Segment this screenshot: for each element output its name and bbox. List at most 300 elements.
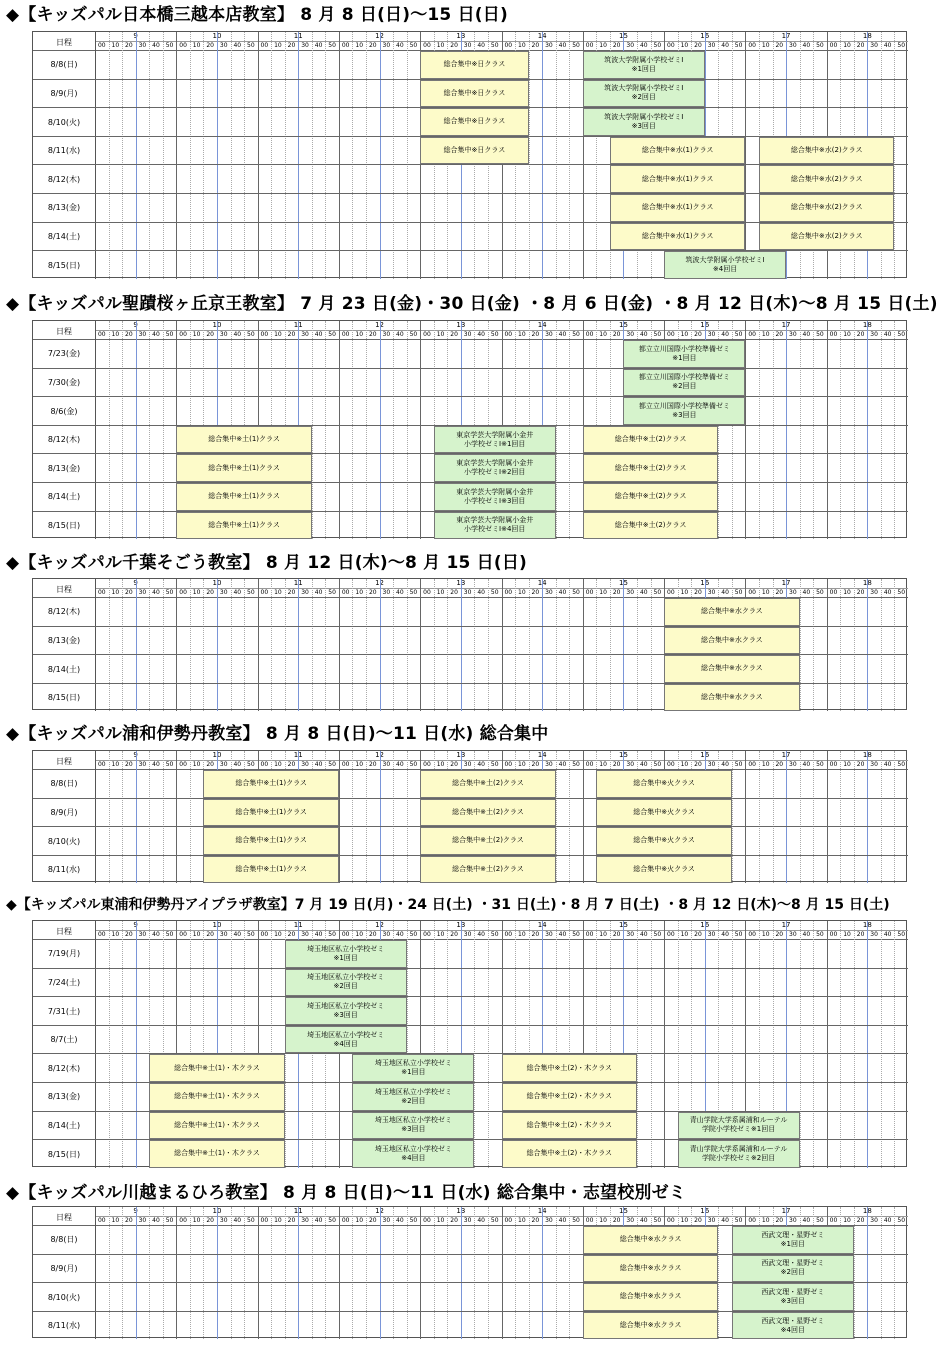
ten-minute-gridline (149, 32, 150, 279)
ten-minute-gridline (894, 1207, 895, 1339)
minute-label: 10 (436, 1217, 445, 1224)
class-block: 総合集中※土(1)クラス (203, 799, 339, 827)
hour-gridline (176, 32, 177, 279)
hour-label: 13 (456, 579, 466, 587)
minute-label: 20 (531, 331, 540, 338)
minute-label: 00 (260, 42, 269, 49)
minute-label: 40 (558, 589, 567, 596)
minute-label: 40 (558, 42, 567, 49)
minute-label: 20 (450, 42, 458, 49)
class-block: 総合集中※土(1)・木クラス (149, 1140, 285, 1168)
ten-minute-gridline (231, 579, 232, 711)
class-block: 総合集中※土(1)クラス (203, 827, 339, 855)
minute-label: 20 (206, 761, 214, 768)
hour-label: 9 (133, 579, 138, 587)
seminar-block: 埼玉地区私立小学校ゼミ ※4回目 (285, 1026, 407, 1054)
ten-minute-gridline (529, 1207, 530, 1339)
label-separator (95, 921, 96, 1168)
hour-label: 18 (862, 321, 872, 329)
ten-minute-gridline (163, 579, 164, 711)
minute-label: 20 (856, 761, 865, 768)
half-hour-gridline (136, 32, 137, 279)
minute-label: 20 (775, 42, 784, 49)
half-hour-gridline (542, 579, 543, 711)
hour-label: 14 (537, 321, 547, 329)
minute-label: 50 (490, 331, 499, 338)
half-hour-gridline (786, 751, 787, 883)
minute-label: 00 (748, 589, 756, 596)
class-block: 総合集中※土(2)クラス (420, 770, 556, 798)
date-row-label: 7/31(土) (47, 1006, 81, 1016)
section-title: ◆【キッズパル川越まるひろ教室】 8 月 8 日(日)～11 日(水) 総合集中・志望校別ゼミ (6, 1183, 687, 1203)
ten-minute-gridline (393, 32, 394, 279)
minute-label: 40 (396, 589, 404, 596)
minute-label: 40 (802, 331, 811, 338)
ten-minute-gridline (813, 921, 814, 1168)
minute-label: 00 (829, 1217, 838, 1224)
minute-label: 20 (206, 1217, 214, 1224)
minute-label: 20 (368, 42, 377, 49)
minute-label: 30 (463, 589, 472, 596)
minute-label: 00 (504, 931, 513, 938)
class-block: 総合集中※土(1)・木クラス (149, 1083, 285, 1111)
minute-label: 30 (545, 1217, 553, 1224)
minute-label: 20 (450, 331, 458, 338)
minute-label: 20 (694, 331, 702, 338)
minute-label: 00 (667, 931, 675, 938)
minute-label: 10 (680, 931, 689, 938)
ten-minute-gridline (122, 1207, 123, 1339)
minute-label: 10 (274, 931, 282, 938)
class-block: 総合集中※日クラス (420, 108, 528, 136)
class-block: 総合集中※土(2)・木クラス (502, 1140, 638, 1168)
class-block: 総合集中※土(1)クラス (176, 426, 312, 454)
minute-label: 20 (856, 331, 865, 338)
class-block: 総合集中※土(1)クラス (203, 770, 339, 798)
ten-minute-gridline (840, 321, 841, 539)
ten-minute-gridline (190, 751, 191, 883)
minute-label: 10 (518, 761, 526, 768)
ten-minute-gridline (393, 321, 394, 539)
ten-minute-gridline (718, 1207, 719, 1339)
class-block: 総合集中※水(2)クラス (759, 165, 895, 193)
minute-label: 40 (883, 1217, 892, 1224)
minute-label: 40 (477, 1217, 485, 1224)
minute-label: 50 (816, 42, 824, 49)
class-block: 総合集中※水クラス (664, 598, 800, 626)
class-block: 総合集中※水(1)クラス (610, 194, 746, 222)
minute-label: 20 (856, 589, 865, 596)
minute-label: 00 (179, 42, 187, 49)
minute-label: 20 (287, 42, 296, 49)
hour-label: 10 (212, 1207, 222, 1215)
hour-gridline (420, 321, 421, 539)
minute-label: 30 (707, 589, 716, 596)
minute-label: 50 (816, 1217, 824, 1224)
hour-gridline (339, 1207, 340, 1339)
row-divider (33, 968, 908, 969)
class-block: 総合集中※土(2)クラス (583, 512, 719, 540)
minute-label: 10 (843, 589, 851, 596)
minute-label: 00 (341, 931, 350, 938)
ten-minute-gridline (813, 321, 814, 539)
minute-label: 00 (341, 42, 350, 49)
minute-label: 50 (328, 42, 336, 49)
minute-label: 00 (504, 589, 513, 596)
half-hour-gridline (867, 1207, 868, 1339)
ten-minute-gridline (163, 32, 164, 279)
date-header: 日程 (56, 927, 72, 936)
minute-label: 00 (97, 589, 106, 596)
ten-minute-gridline (854, 1207, 855, 1339)
ten-minute-gridline (285, 32, 286, 279)
minute-label: 10 (111, 931, 120, 938)
minute-label: 20 (694, 931, 702, 938)
seminar-block: 筑波大学附属小学校ゼミⅠ ※2回目 (583, 80, 705, 108)
half-hour-gridline (217, 32, 218, 279)
minute-label: 40 (396, 761, 404, 768)
hour-label: 17 (781, 321, 791, 329)
half-hour-gridline (380, 321, 381, 539)
minute-label: 20 (775, 331, 784, 338)
minute-label: 20 (368, 331, 377, 338)
label-separator (95, 579, 96, 711)
minute-label: 00 (423, 931, 431, 938)
minute-label: 50 (572, 1217, 580, 1224)
ten-minute-gridline (569, 1207, 570, 1339)
minute-label: 00 (748, 931, 756, 938)
ten-minute-gridline (203, 32, 204, 279)
ten-minute-gridline (312, 321, 313, 539)
ten-minute-gridline (325, 321, 326, 539)
minute-label: 50 (653, 931, 662, 938)
minute-label: 00 (260, 589, 269, 596)
minute-label: 40 (314, 331, 323, 338)
half-hour-gridline (136, 921, 137, 1168)
date-row-label: 8/15(日) (47, 520, 81, 530)
minute-label: 50 (165, 42, 174, 49)
ten-minute-gridline (312, 1207, 313, 1339)
minute-label: 10 (111, 761, 120, 768)
minute-label: 50 (165, 331, 174, 338)
minute-label: 50 (897, 1217, 906, 1224)
hour-label: 15 (618, 579, 628, 587)
date-row-label: 8/14(土) (47, 664, 81, 674)
minute-label: 30 (463, 1217, 472, 1224)
ten-minute-gridline (759, 321, 760, 539)
hour-gridline (176, 1207, 177, 1339)
date-row-label: 8/9(月) (50, 1263, 78, 1273)
minute-label: 00 (341, 1217, 350, 1224)
date-header: 日程 (56, 327, 72, 336)
class-block: 総合集中※水(2)クラス (759, 194, 895, 222)
minute-label: 50 (653, 589, 662, 596)
minute-label: 10 (761, 931, 770, 938)
ten-minute-gridline (325, 1207, 326, 1339)
class-block: 総合集中※火クラス (596, 799, 732, 827)
minute-label: 20 (612, 42, 621, 49)
date-row-label: 8/14(土) (47, 492, 81, 502)
ten-minute-gridline (881, 321, 882, 539)
minute-label: 40 (558, 761, 567, 768)
minute-label: 30 (545, 931, 553, 938)
hour-label: 15 (618, 321, 628, 329)
minute-label: 40 (639, 589, 648, 596)
minute-label: 00 (504, 42, 513, 49)
half-hour-gridline (380, 751, 381, 883)
minute-label: 00 (748, 1217, 756, 1224)
ten-minute-gridline (285, 579, 286, 711)
minute-label: 50 (734, 761, 743, 768)
minute-label: 40 (802, 589, 811, 596)
minute-label: 10 (518, 42, 526, 49)
minute-label: 50 (734, 331, 743, 338)
ten-minute-gridline (800, 751, 801, 883)
hour-label: 15 (618, 32, 628, 40)
hour-label: 9 (133, 751, 138, 759)
class-block: 総合集中※水(1)クラス (610, 137, 746, 165)
seminar-block: 埼玉地区私立小学校ゼミ ※3回目 (285, 997, 407, 1025)
minute-label: 10 (761, 42, 770, 49)
minute-label: 10 (192, 42, 201, 49)
section-title: ◆【キッズパル日本橋三越本店教室】 8 月 8 日(日)～15 日(日) (6, 5, 508, 25)
row-divider (33, 396, 908, 397)
minute-label: 40 (802, 42, 811, 49)
minute-label: 40 (314, 42, 323, 49)
hour-label: 12 (375, 579, 384, 587)
ten-minute-gridline (366, 751, 367, 883)
minute-label: 30 (219, 42, 228, 49)
hour-label: 14 (537, 1207, 547, 1215)
minute-label: 40 (477, 331, 485, 338)
minute-label: 40 (558, 331, 567, 338)
ten-minute-gridline (149, 1207, 150, 1339)
minute-label: 20 (206, 589, 214, 596)
minute-label: 40 (152, 589, 160, 596)
ten-minute-gridline (393, 1207, 394, 1339)
minute-label: 00 (667, 761, 675, 768)
class-block: 総合集中※水クラス (664, 655, 800, 683)
minute-label: 00 (260, 331, 269, 338)
date-row-label: 8/10(火) (47, 117, 81, 127)
class-block: 総合集中※水クラス (583, 1226, 719, 1254)
ten-minute-gridline (881, 579, 882, 711)
hour-gridline (420, 579, 421, 711)
minute-label: 20 (450, 589, 458, 596)
ten-minute-gridline (651, 921, 652, 1168)
minute-label: 00 (97, 761, 106, 768)
hour-gridline (339, 751, 340, 883)
minute-label: 50 (409, 931, 418, 938)
section-title: ◆【キッズパル聖蹟桜ヶ丘京王教室】 7 月 23 日(金)・30 日(金) ・8 月 6 日(金) ・8 月 12 日(木)～8 月 15 日(土) (6, 294, 938, 314)
minute-label: 10 (355, 331, 364, 338)
minute-label: 30 (219, 761, 228, 768)
hour-label: 14 (537, 921, 547, 929)
minute-label: 20 (694, 589, 702, 596)
minute-label: 00 (585, 761, 594, 768)
minute-label: 10 (599, 42, 607, 49)
minute-label: 10 (518, 1217, 526, 1224)
ten-minute-gridline (122, 321, 123, 539)
minute-label: 10 (843, 331, 851, 338)
minute-label: 40 (396, 931, 404, 938)
minute-label: 10 (274, 42, 282, 49)
minute-label: 00 (179, 931, 187, 938)
minute-label: 10 (192, 761, 201, 768)
minute-label: 00 (423, 1217, 431, 1224)
minute-label: 50 (247, 42, 255, 49)
ten-minute-gridline (894, 921, 895, 1168)
minute-label: 30 (219, 331, 228, 338)
ten-minute-gridline (244, 579, 245, 711)
minute-label: 40 (639, 331, 648, 338)
ten-minute-gridline (556, 751, 557, 883)
ten-minute-gridline (352, 579, 353, 711)
minute-label: 00 (748, 761, 756, 768)
minute-label: 50 (328, 331, 336, 338)
minute-label: 50 (328, 931, 336, 938)
minute-label: 30 (219, 589, 228, 596)
hour-label: 18 (862, 579, 872, 587)
minute-label: 30 (870, 589, 878, 596)
hour-label: 11 (293, 32, 303, 40)
ten-minute-gridline (813, 751, 814, 883)
ten-minute-gridline (312, 579, 313, 711)
minute-label: 50 (490, 589, 499, 596)
minute-label: 30 (463, 931, 472, 938)
minute-label: 40 (314, 931, 323, 938)
minute-label: 10 (843, 931, 851, 938)
date-row-label: 8/13(金) (47, 463, 81, 473)
ten-minute-gridline (190, 579, 191, 711)
label-separator (95, 321, 96, 539)
row-divider (33, 1025, 908, 1026)
schedule-table (32, 31, 907, 278)
minute-label: 20 (612, 761, 621, 768)
minute-label: 10 (355, 589, 364, 596)
minute-label: 50 (897, 589, 906, 596)
minute-label: 00 (748, 42, 756, 49)
minute-label: 20 (368, 589, 377, 596)
hour-label: 10 (212, 921, 222, 929)
row-divider (33, 368, 908, 369)
class-block: 総合集中※土(1)クラス (176, 512, 312, 540)
minute-label: 30 (219, 931, 228, 938)
minute-label: 50 (328, 761, 336, 768)
hour-label: 9 (133, 32, 138, 40)
ten-minute-gridline (352, 1207, 353, 1339)
minute-label: 40 (233, 931, 242, 938)
schedule-table (32, 1206, 907, 1338)
minute-label: 50 (734, 931, 743, 938)
class-block: 総合集中※土(2)クラス (420, 799, 556, 827)
date-row-label: 8/13(金) (47, 203, 81, 213)
minute-label: 10 (355, 761, 364, 768)
minute-label: 30 (545, 589, 553, 596)
ten-minute-gridline (840, 579, 841, 711)
seminar-block: 埼玉地区私立小学校ゼミ ※3回目 (352, 1112, 474, 1140)
ten-minute-gridline (474, 1207, 475, 1339)
minute-label: 00 (260, 931, 269, 938)
hour-gridline (745, 751, 746, 883)
minute-label: 20 (125, 42, 133, 49)
minute-label: 00 (585, 931, 594, 938)
ten-minute-gridline (163, 1207, 164, 1339)
ten-minute-gridline (244, 1207, 245, 1339)
seminar-block: 筑波大学附属小学校ゼミⅠ ※4回目 (664, 251, 786, 279)
date-header: 日程 (56, 38, 72, 47)
minute-label: 50 (897, 331, 906, 338)
minute-label: 00 (667, 42, 675, 49)
ten-minute-gridline (109, 321, 110, 539)
header-bottom-line (33, 939, 908, 940)
minute-label: 10 (111, 1217, 120, 1224)
minute-label: 30 (870, 931, 878, 938)
ten-minute-gridline (109, 921, 110, 1168)
minute-label: 00 (748, 331, 756, 338)
ten-minute-gridline (474, 921, 475, 1168)
minute-label: 40 (721, 1217, 729, 1224)
date-row-label: 8/13(金) (47, 635, 81, 645)
minute-label: 30 (382, 331, 391, 338)
minute-label: 20 (775, 1217, 784, 1224)
minute-label: 20 (694, 42, 702, 49)
hour-label: 11 (293, 321, 303, 329)
ten-minute-gridline (190, 32, 191, 279)
minute-label: 00 (829, 931, 838, 938)
hour-label: 13 (456, 32, 466, 40)
ten-minute-gridline (840, 921, 841, 1168)
minute-label: 40 (883, 589, 892, 596)
date-row-label: 8/8(日) (50, 1235, 78, 1245)
ten-minute-gridline (732, 751, 733, 883)
minute-label: 50 (490, 42, 499, 49)
minute-label: 20 (612, 931, 621, 938)
minute-label: 30 (789, 589, 797, 596)
ten-minute-gridline (393, 751, 394, 883)
minute-label: 10 (274, 761, 282, 768)
minute-label: 50 (409, 589, 418, 596)
half-hour-gridline (867, 921, 868, 1168)
date-row-label: 8/12(木) (47, 607, 81, 617)
date-row-label: 8/11(水) (47, 865, 81, 875)
minute-label: 10 (680, 761, 689, 768)
half-hour-gridline (461, 1207, 462, 1339)
minute-label: 40 (152, 761, 160, 768)
minute-label: 50 (734, 1217, 743, 1224)
minute-label: 10 (274, 589, 282, 596)
minute-label: 20 (368, 931, 377, 938)
ten-minute-gridline (447, 1207, 448, 1339)
minute-label: 00 (341, 331, 350, 338)
minute-label: 40 (233, 761, 242, 768)
ten-minute-gridline (894, 579, 895, 711)
minute-label: 50 (247, 761, 255, 768)
hour-label: 13 (456, 321, 466, 329)
minute-label: 10 (355, 931, 364, 938)
half-hour-gridline (542, 32, 543, 279)
ten-minute-gridline (596, 579, 597, 711)
ten-minute-gridline (325, 579, 326, 711)
minute-label: 40 (152, 331, 160, 338)
half-hour-gridline (380, 579, 381, 711)
date-row-label: 8/12(木) (47, 174, 81, 184)
ten-minute-gridline (366, 1207, 367, 1339)
ten-minute-gridline (366, 32, 367, 279)
minute-label: 30 (789, 331, 797, 338)
date-row-label: 8/10(火) (47, 836, 81, 846)
hour-label: 9 (133, 321, 138, 329)
